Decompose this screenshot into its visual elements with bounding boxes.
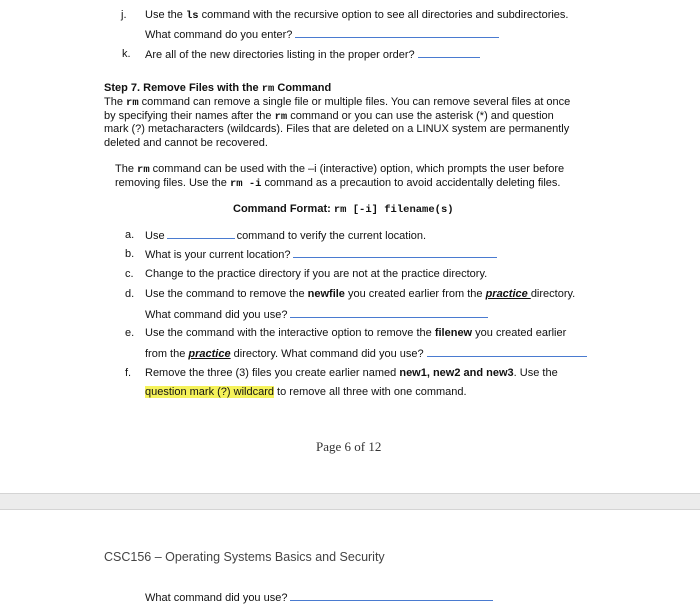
item-letter: a.	[125, 229, 135, 241]
item-j-line2: What command do you enter?	[145, 27, 499, 42]
item-c-line: Change to the practice directory if you are not at the practice directory.	[145, 268, 488, 280]
item-letter: k.	[122, 48, 131, 60]
page2-question: What command did you use?	[145, 590, 493, 605]
item-d-line2: What command did you use?	[145, 307, 488, 322]
item-e-line1: Use the command with the interactive option to remove the filenew you created earlier	[145, 327, 567, 339]
page-number: Page 6 of 12	[316, 439, 382, 454]
item-letter: f.	[125, 367, 132, 379]
page-edge	[0, 493, 700, 494]
command-format: Command Format: rm [-i] filename(s)	[233, 203, 454, 216]
item-letter: d.	[125, 288, 135, 300]
answer-blank[interactable]	[290, 307, 488, 318]
page-edge	[0, 509, 700, 510]
highlighted-text: question mark (?) wildcard	[145, 386, 274, 398]
answer-blank[interactable]	[418, 47, 480, 58]
para1-line: mark (?) metacharacters (wildcards). Files that are deleted on a LINUX system are permanently	[104, 123, 570, 135]
item-b-line: What is your current location?	[145, 247, 497, 262]
item-letter: j.	[121, 9, 127, 21]
answer-blank[interactable]	[293, 247, 497, 258]
item-letter: b.	[125, 248, 135, 260]
item-d-line1: Use the command to remove the newfile you created earlier from the practice directory.	[145, 288, 576, 300]
para1-line: The rm command can remove a single file or multiple files. You can remove several files at once	[104, 96, 571, 109]
item-letter: e.	[125, 327, 135, 339]
para1-line: deleted and cannot be recovered.	[104, 137, 268, 149]
answer-blank[interactable]	[167, 228, 235, 239]
para2-line: removing files. Use the rm -i command as a precaution to avoid accidentally deleting files.	[115, 177, 561, 190]
item-j-line1: Use the ls command with the recursive option to see all directories and subdirectories.	[145, 9, 569, 22]
step-title: Step 7. Remove Files with the rm Command	[104, 82, 332, 95]
item-f-line2: question mark (?) wildcard to remove all three with one command.	[145, 386, 467, 398]
page-divider	[0, 493, 700, 510]
answer-blank[interactable]	[427, 346, 587, 357]
answer-blank[interactable]	[295, 27, 499, 38]
page-header: CSC156 – Operating Systems Basics and Security	[104, 550, 385, 564]
item-letter: c.	[125, 268, 134, 280]
item-e-line2: from the practice directory. What command did you use?	[145, 346, 587, 361]
para2-line: The rm command can be used with the –i (interactive) option, which prompts the user before	[115, 163, 565, 176]
item-k-line: Are all of the new directories listing in the proper order?	[145, 47, 480, 62]
answer-blank[interactable]	[290, 590, 493, 601]
item-a-line: Use command to verify the current location.	[145, 230, 427, 242]
para1-line: by specifying their names after the rm command or you can use the asterisk (*) and question	[104, 110, 554, 123]
item-f-line1: Remove the three (3) files you create earlier named new1, new2 and new3. Use the	[145, 367, 558, 379]
